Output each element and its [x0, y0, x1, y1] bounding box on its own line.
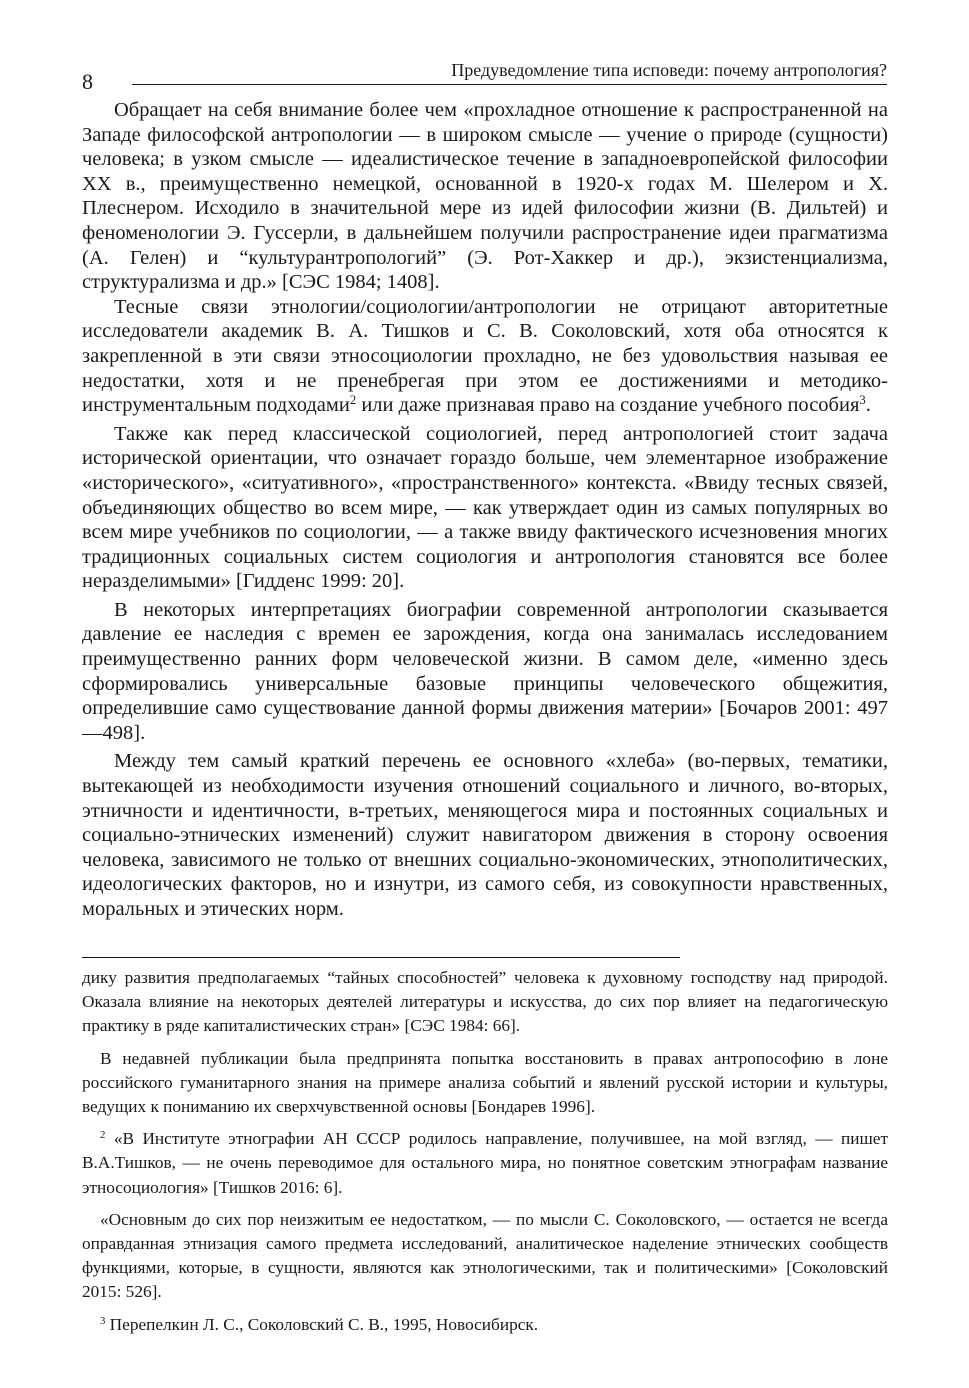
- paragraph-4: В некоторых интерпретациях биографии современной антропологии сказывается давление ее наследия с времен ее зарождения, когда она занималась исследованием преимущественно ранних форм человеческой жизни. В самом деле, «именно здесь сформировались универсальные базовые принципы человеческого общежития, определившие само существование данной формы движения материи» [Бочаров 2001: 497—498].: [82, 598, 888, 744]
- footnote-2-mark: 2: [100, 1129, 106, 1142]
- footnote-2-text: «В Институте этнографии АН СССР родилось направление, получившее, на мой взгляд, — пишет В.А.Тишков, — не очень переводимое для остального мира, но понятное советским этнографам название этносоциология» [Тишков 2016: 6].: [82, 1129, 888, 1197]
- footnote-3: [82, 1313, 888, 1337]
- footnote-1-second-paragraph: В недавней публикации была предпринята попытка восстановить в правах антропософию в лоне российского гуманитарного знания на примере анализа событий и явлений русской истории и культуры, ведущих к пониманию их сверхчувственной основы [Бондарев 1996].: [82, 1048, 888, 1117]
- footnote-2-second-paragraph: «Основным до сих пор неизжитым ее недостатком, — по мысли С. Соколовского, — остается не всегда оправданная этнизация самого предмета исследований, аналитическое наделение этнических сообществ функциями, которые, в сущности, являются как этнологическими, так и политическими» [Соколовский 2015: 526].: [82, 1209, 888, 1302]
- page-number: 8: [82, 69, 93, 94]
- footnote-3-mark: 3: [100, 1314, 106, 1327]
- footnote-ref-3: 3: [859, 393, 866, 408]
- paragraph-2-text-c: .: [865, 394, 871, 417]
- footnote-separator: [82, 957, 680, 958]
- footnote-ref-2: 2: [349, 393, 357, 408]
- paragraph-2-text-b: или даже признавая право на создание учебного пособия: [356, 394, 860, 417]
- paragraph-1: Обращает на себя внимание более чем «прохладное отношение к распространенной на Западе философской антропологии — в широком смысле — учение о природе (сущности) человека; в узком смысле — идеалистическое течение в западноевропейской философии XX в., преимущественно немецкой, основанной в 1920-х годах М. Шелером и Х. Плеснером. Исходило в значительной мере из идей философии жизни (В. Дильтей) и феноменологии Э. Гуссерли, в дальнейшем получили распространение идеи прагматизма (А. Гелен) и “культурантропологий” (Э. Рот-Хаккер и др.), экзистенциализма, структурализма и др.» [СЭС 1984; 1408].: [82, 99, 888, 294]
- running-head: Предуведомление типа исповеди: почему антропология?: [132, 58, 887, 85]
- footnote-1-continuation: дику развития предполагаемых “тайных способностей” человека к духовному господству над природой. Оказала влияние на некоторых деятелей литературы и искусства, до сих пор влияет на педагогическую практику в ряде капиталистических стран» [СЭС 1984: 66].: [82, 968, 888, 1036]
- paragraph-5: Между тем самый краткий перечень ее основного «хлеба» (во-первых, тематики, вытекающей из необходимости изучения отношений социального и личного, во-вторых, этничности и идентичности, в-третьих, меняющегося мира и постоянных социальных и социально-этнических изменений) служит навигатором движения в сторону освоения человека, зависимого не только от внешних социально-экономических, этнополитических, идеологических факторов, но и изнутри, из самого себя, из совокупности нравственных, моральных и этических норм.: [82, 750, 888, 920]
- paragraph-2-text-a: Тесные связи этнологии/социологии/антропологии не отрицают авторитетные исследователи академик В. А. Тишков и С. В. Соколовский, хотя оба относятся к закрепленной в эти связи этносоциологии прохладно, не без удовольствия называя ее недостатки, хотя и не пренебрегая при этом ее достижениями и методико-инструментальным подходами: [82, 295, 888, 417]
- footnote-2: [82, 1127, 888, 1200]
- footnotes: [82, 966, 888, 1337]
- paragraph-2: [82, 295, 888, 418]
- main-text: [82, 98, 888, 922]
- footnote-3-text: Перепелкин Л. С., Соколовский С. В., 1995, Новосибирск.: [105, 1314, 539, 1334]
- paragraph-3: Также как перед классической социологией, перед антропологией стоит задача исторической ориентации, что означает гораздо больше, чем элементарное изображение «исторического», «ситуативного», «пространственного» контекста. «Ввиду тесных связей, объединяющих общество во всем мире, — как утверждает один из самых популярных во всем мире учебников по социологии, — а также ввиду фактического исчезновения многих традиционных социальных систем социология и антропология становятся все более неразделимыми» [Гидденс 1999: 20].: [82, 422, 888, 593]
